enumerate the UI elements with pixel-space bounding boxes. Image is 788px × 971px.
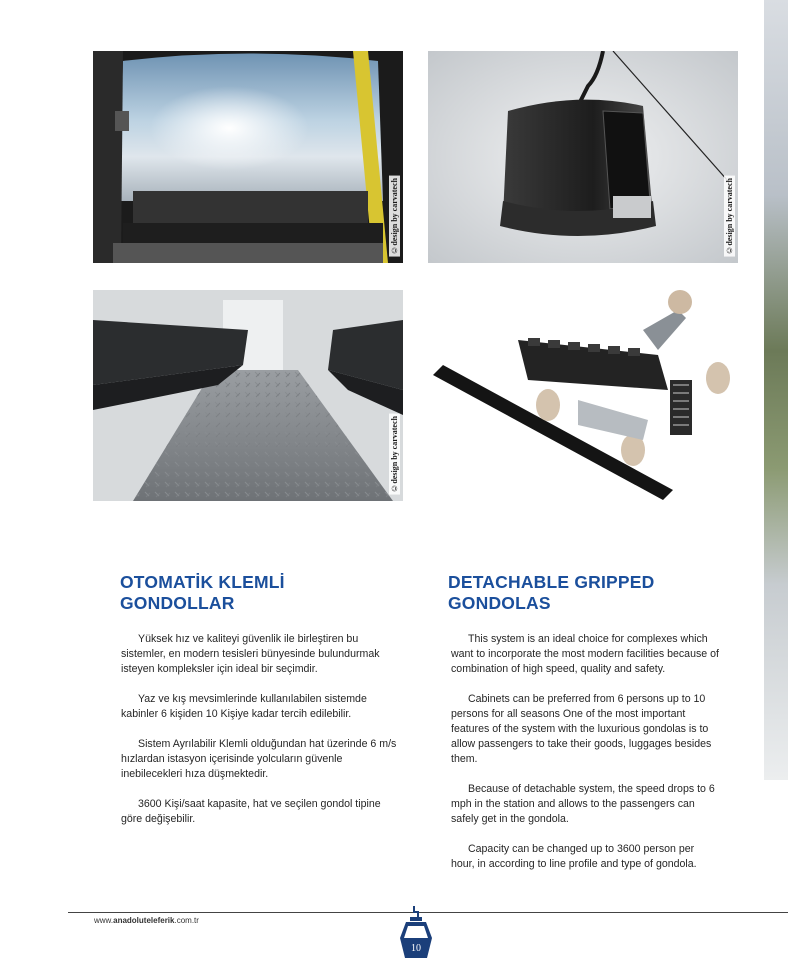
photo-credit: ©design by carvatech [725, 178, 734, 255]
side-landscape-photo [764, 0, 788, 780]
heading-turkish [120, 572, 285, 614]
paragraph-turkish: 3600 Kişi/saat kapasite, hat ve seçilen gondol tipine göre değişebilir. [121, 798, 381, 825]
photo-gondola-interior-window [93, 51, 403, 263]
page-number-badge [398, 906, 434, 962]
photo-grip-mechanism [428, 290, 738, 501]
page-number: 10 [411, 943, 421, 954]
paragraph-turkish: Yüksek hız ve kaliteyi güvenlik ile birleştiren bu sistemler, en modern tesisleri bünyesinde bulundurmak isteyen kompleksler için ideal bir seçimdir. [121, 633, 380, 675]
grip-mechanism-image [428, 290, 738, 501]
heading-english-line1: DETACHABLE GRIPPED [448, 572, 655, 592]
gondola-cabin-exterior-image [428, 51, 738, 263]
website-prefix: www. [94, 916, 114, 925]
heading-english-line2: GONDOLAS [448, 593, 551, 613]
website-suffix: .com.tr [174, 916, 199, 925]
gondola-floor-benches-image [93, 290, 403, 501]
body-turkish [121, 632, 397, 842]
paragraph-english: Capacity can be changed up to 3600 person per hour, in according to line profile and type of gondola. [451, 843, 697, 870]
website-brand: anadoluteleferik [113, 916, 175, 925]
heading-turkish-line1: OTOMATİK KLEMLİ [120, 572, 285, 592]
paragraph-turkish: Sistem Ayrılabilir Klemli olduğundan hat üzerinde 6 m/s hızlardan istasyon içerisinde yolcuların güvenle inebilecekleri hıza düşmektedir. [121, 738, 397, 780]
photo-credit: ©design by carvatech [390, 178, 399, 255]
paragraph-turkish: Yaz ve kış mevsimlerinde kullanılabilen sistemde kabinler 6 kişiden 10 Kişiye kadar tercih edilebilir. [121, 693, 367, 720]
photo-gondola-floor-benches [93, 290, 403, 501]
paragraph-english: Because of detachable system, the speed drops to 6 mph in the station and allows to the passengers can safely get in the gondola. [451, 783, 715, 825]
heading-english [448, 572, 654, 614]
paragraph-english: This system is an ideal choice for complexes which want to incorporate the most modern facilities because of combination of high speed, quality and safety. [451, 633, 719, 675]
body-english [451, 632, 719, 887]
photo-credit: ©design by carvatech [390, 416, 399, 493]
heading-turkish-line2: GONDOLLAR [120, 593, 235, 613]
gondola-interior-window-image [93, 51, 403, 263]
photo-gondola-cabin-exterior [428, 51, 738, 263]
website-link[interactable] [94, 916, 199, 925]
paragraph-english: Cabinets can be preferred from 6 persons up to 10 persons for all seasons One of the most important features of the system with the luxurious gondolas is to allow passengers to take their goods, luggages besides them. [451, 693, 712, 765]
